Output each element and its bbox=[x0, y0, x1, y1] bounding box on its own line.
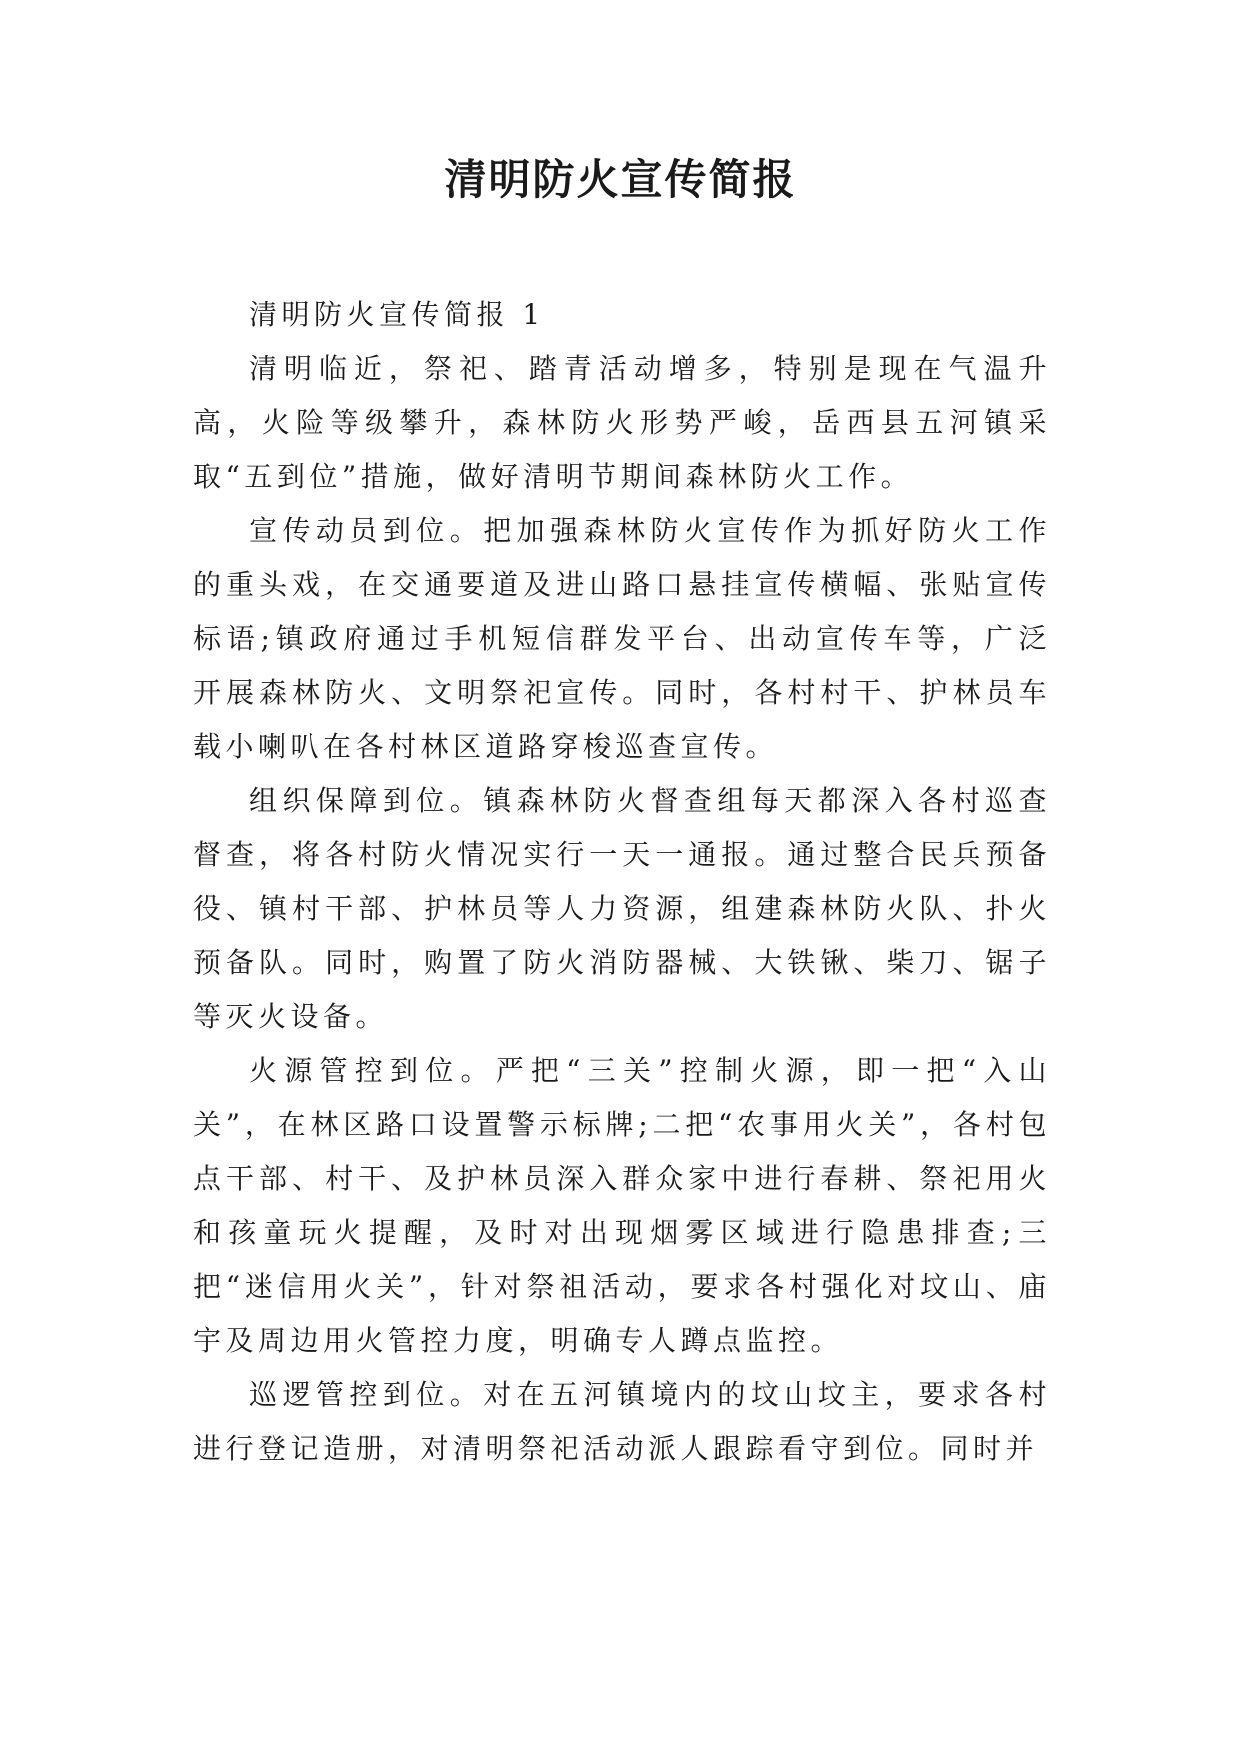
document-body bbox=[193, 288, 1051, 1476]
paragraph-intro: 清明临近，祭祀、踏青活动增多，特别是现在气温升高，火险等级攀升，森林防火形势严峻，岳西县五河镇采取“五到位”措施，做好清明节期间森林防火工作。 bbox=[193, 352, 1051, 493]
paragraph-patrol: 巡逻管控到位。对在五河镇境内的坟山坟主，要求各村进行登记造册，对清明祭祀活动派人跟踪看守到位。同时并 bbox=[193, 1378, 1051, 1465]
paragraph-publicity: 宣传动员到位。把加强森林防火宣传作为抓好防火工作的重头戏，在交通要道及进山路口悬挂宣传横幅、张贴宣传标语;镇政府通过手机短信群发平台、出动宣传车等，广泛开展森林防火、文明祭祀宣传。同时，各村村干、护林员车载小喇叭在各村林区道路穿梭巡查宣传。 bbox=[193, 514, 1051, 763]
document-title: 清明防火宣传简报 bbox=[444, 155, 797, 204]
paragraph-fire-control: 火源管控到位。严把“三关”控制火源，即一把“入山关”，在林区路口设置警示标牌;二把“农事用火关”，各村包点干部、村干、及护林员深入群众家中进行春耕、祭祀用火和孩童玩火提醒，及时对出现烟雾区域进行隐患排查;三把“迷信用火关”，针对祭祖活动，要求各村强化对坟山、庙宇及周边用火管控力度，明确专人蹲点监控。 bbox=[193, 1054, 1051, 1357]
section-subtitle: 清明防火宣传简报 1 bbox=[249, 298, 545, 331]
paragraph-organization: 组织保障到位。镇森林防火督查组每天都深入各村巡查督查，将各村防火情况实行一天一通报。通过整合民兵预备役、镇村干部、护林员等人力资源，组建森林防火队、扑火预备队。同时，购置了防火消防器械、大铁锹、柴刀、锯子等灭火设备。 bbox=[193, 784, 1051, 1033]
